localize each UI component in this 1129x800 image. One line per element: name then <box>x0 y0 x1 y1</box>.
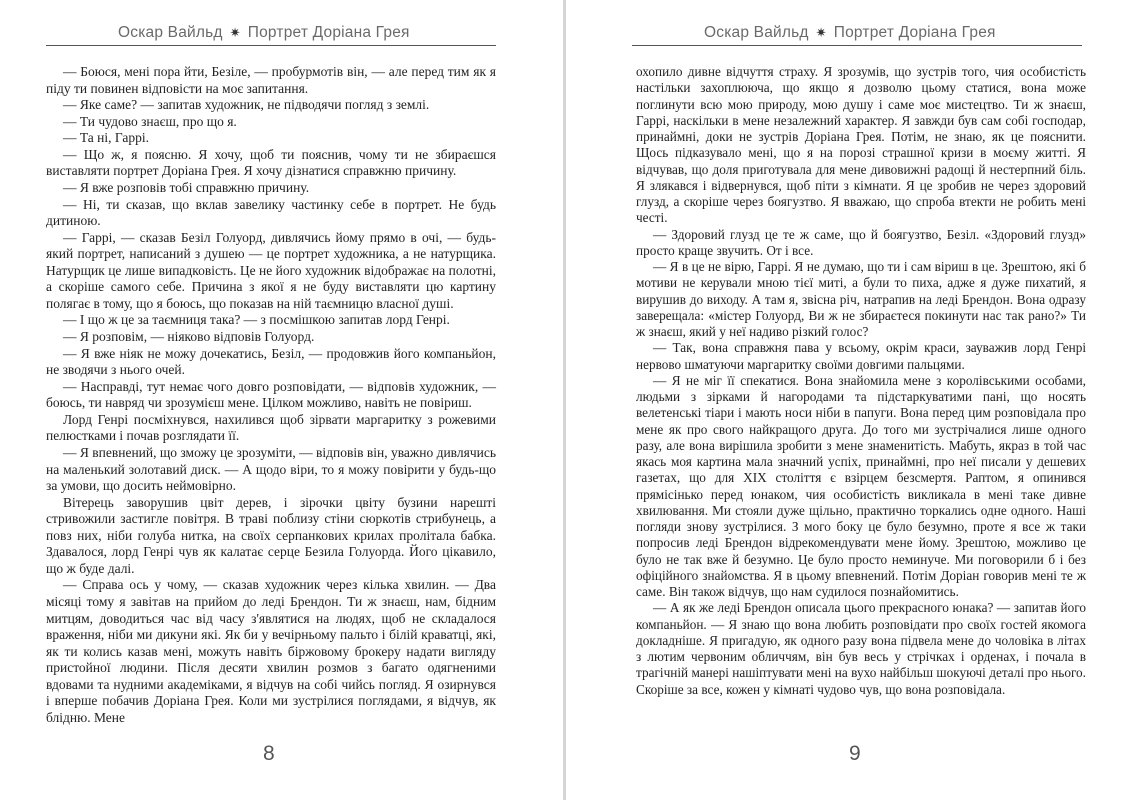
page-number: 8 <box>263 742 275 765</box>
paragraph: Вітерець заворушив цвіт дерев, і зірочки цвіту бузини нарешті стривожили застигле повітря. В траві поблизу стіни сюркотів стрибунець, а повз них, ніби голуба нитка, на своїх серпанкових крилах пролітала бабка. Здавалося, лорд Генрі чув як калатає серце Безила Голуорда. Його цікавило, що ж буде далі. <box>46 494 496 576</box>
header-author: Оскар Вайльд <box>118 24 223 41</box>
paragraph: — Я вже розповів тобі справжню причину. <box>63 179 310 195</box>
paragraph: — Гаррі, — сказав Безіл Голуорд, дивлячись йому прямо в очі, — будь-який портрет, написаний з душею — це портрет художника, а не натурщика. Натурщик це лише випадковість. Це не його художник відображає на полотні, а скоріше самого себе. Причина з якої я не буду виставляти цю картину полягає в тому, що я боюсь, що показав на ній таємницю власної душі. <box>46 229 496 311</box>
paragraph: — Справа ось у чому, — сказав художник через кілька хвилин. — Два місяці тому я завітав на прийом до леді Брендон. Ти ж знаєш, нам, бідним митцям, доводиться час від часу з'являтися на людях, щоб не складалося враження, ніби ми дикуни які. Як би у вечірньому пальто і білій краватці, які, як ти колись казав мені, можуть навіть біржовому брокеру надати вигляду пристойної людини. Після десяти хвилин розмов з багато одягненими вдовами та нудними академіками, я відчув на собі чийсь погляд. Я озирнувся і вперше побачив Доріана Грея. Коли ми зустрілися поглядами, я відчув, як блідню. Мене <box>46 577 496 725</box>
paragraph: — Насправді, тут немає чого довго розповідати, — відповів художник, — боюсь, ти навряд чи зрозумієш мене. Цілком можливо, навіть не повіриш. <box>46 378 496 411</box>
header-book-title: Портрет Доріана Грея <box>247 24 410 41</box>
paragraph: — Я не міг її спекатися. Вона знайомила мене з королівськими особами, людьми з зірками й нагородами та підстаркуватими пані, що носять велетенські тіари і мають носи ніби в папуги. Вона перед цим розповідала про мене як про свого найкращого друга. До того ми зустрічалися лише одного разу, але вона вирішила зробити з мене знаменитість. Мабуть, якраз в той час якась моя картина мала значний успіх, принаймні, про неї писали у дешевих газетах, що для XIX століття є взірцем безсмертя. Раптом, я опинився прямісінько перед юнаком, чия особистість викликала в мені таке дивне хвилювання. Ми стояли дуже щільно, практично торкались одне одного. Наші погляди знову зустрілися. З мого боку це було безумно, проте я все ж таки попросив леді Брендон відрекомендувати мене йому. Зрештою, можливо це було не так вже й безумно. Це було просто неминуче. Ми поговорили б і без офіційного знайомства. Я в цьому впевнений. Потім Доріан говорив мені те ж саме. Він також відчув, що нам судилося познайомитись. <box>636 372 1086 599</box>
page-body <box>636 64 1086 698</box>
paragraph: — І що ж це за таємниця така? — з посмішкою запитав лорд Генрі. <box>63 312 450 328</box>
paragraph: Лорд Генрі посміхнувся, нахилився щоб зірвати маргаритку з рожевими пелюстками і почав розглядати її. <box>46 411 496 444</box>
paragraph: — Так, вона справжня пава у всьому, окрім краси, зауважив лорд Генрі нервово шматуючи маргаритку своїми довгими пальцями. <box>636 340 1086 372</box>
paragraph: — Яке саме? — запитав художник, не підводячи погляд з землі. <box>63 97 430 113</box>
header-star-icon: ✷ <box>815 25 827 40</box>
paragraph: — Ні, ти сказав, що вклав завелику частинку себе в портрет. Не будь дитиною. <box>46 196 496 229</box>
header-book-title: Портрет Доріана Грея <box>833 24 996 41</box>
paragraph: — Ти чудово знаєш, про що я. <box>63 113 237 129</box>
paragraph-continued: охопило дивне відчуття страху. Я зрозумів, що зустрів того, чия особистість настільки захоплююча, що якщо я дозволю цьому статися, вона може поглинути всю мою природу, мою душу і саме моє мистецтво. Ти ж знаєш, Гаррі, наскільки в мене незалежний характер. Я завжди був сам собі господар, принаймні, доки не зустрів Доріана Грея. Потім, не знаю, як це пояснити. Щось підказувало мені, що я на порозі страшної кризи в моєму житті. Я відчував, що доля приготувала для мене дивовижні радощі й нестерпний біль. Я злякався і відвернувся, щоб піти з кімнати. Я це зробив не через здоровий глузд, а скоріше через боягузтво. Я вважаю, що спроба втекти не робить мені честі. <box>636 64 1086 226</box>
paragraph: — Я вже ніяк не можу дочекатись, Безіл, — продовжив його компаньйон, не зводячи з нього очей. <box>46 345 496 378</box>
right-page <box>566 0 1129 800</box>
paragraph: — Боюся, мені пора йти, Безіле, — пробурмотів він, — але перед тим як я піду ти повинен відповісти на моє запитання. <box>46 64 496 96</box>
running-header <box>704 24 996 42</box>
running-header <box>118 24 410 42</box>
paragraph: — Та ні, Гаррі. <box>63 130 149 146</box>
paragraph: — Що ж, я поясню. Я хочу, щоб ти пояснив, чому ти не збираєшся виставляти портрет Доріана Грея. Я хочу дізнатися справжню причину. <box>46 146 496 179</box>
page-body <box>46 64 496 727</box>
header-star-icon: ✷ <box>229 25 241 40</box>
header-rule <box>46 45 496 46</box>
paragraph: — Я впевнений, що зможу це зрозуміти, — відповів він, уважно дивлячись на маленький золотавий диск. — А щодо віри, то я можу повірити у будь-що за умови, що досить неймовірно. <box>46 444 496 494</box>
paragraph: — Я в це не вірю, Гаррі. Я не думаю, що ти і сам віриш в це. Зрештою, які б мотиви не керували мною тієї миті, а були то пиха, адже я дуже пихатий, я вирушив до виходу. А там я, звісна річ, натрапив на леді Брендон. Вона одразу заверещала: «містер Голуорд, Ви ж не збираєтеся покинути нас так рано?» Ти ж знаєш, який у неї надиво різкий голос? <box>636 259 1086 339</box>
paragraph: — Я розповім, — ніяково відповів Голуорд. <box>63 329 315 344</box>
paragraph: — Здоровий глузд це те ж саме, що й боягузтво, Безіл. «Здоровий глузд» просто краще звучить. От і все. <box>636 226 1086 258</box>
left-page <box>0 0 563 800</box>
header-author: Оскар Вайльд <box>704 24 809 41</box>
page-number: 9 <box>849 742 861 765</box>
header-rule <box>632 45 1082 46</box>
paragraph: — А як же леді Брендон описала цього прекрасного юнака? — запитав його компаньйон. — Я знаю що вона любить розповідати про своїх гостей якомога докладніше. Я пригадую, як одного разу вона підвела мене до чоловіка в літах з лютим червоним обличчям, він був весь у стрічках і орденах, і почала в трагічній манері нашіптувати мені на вухо найбільш шокуючі деталі про нього. Скоріше за все, кожен у кімнаті чудово чув, що вона розповідала. <box>636 600 1086 697</box>
